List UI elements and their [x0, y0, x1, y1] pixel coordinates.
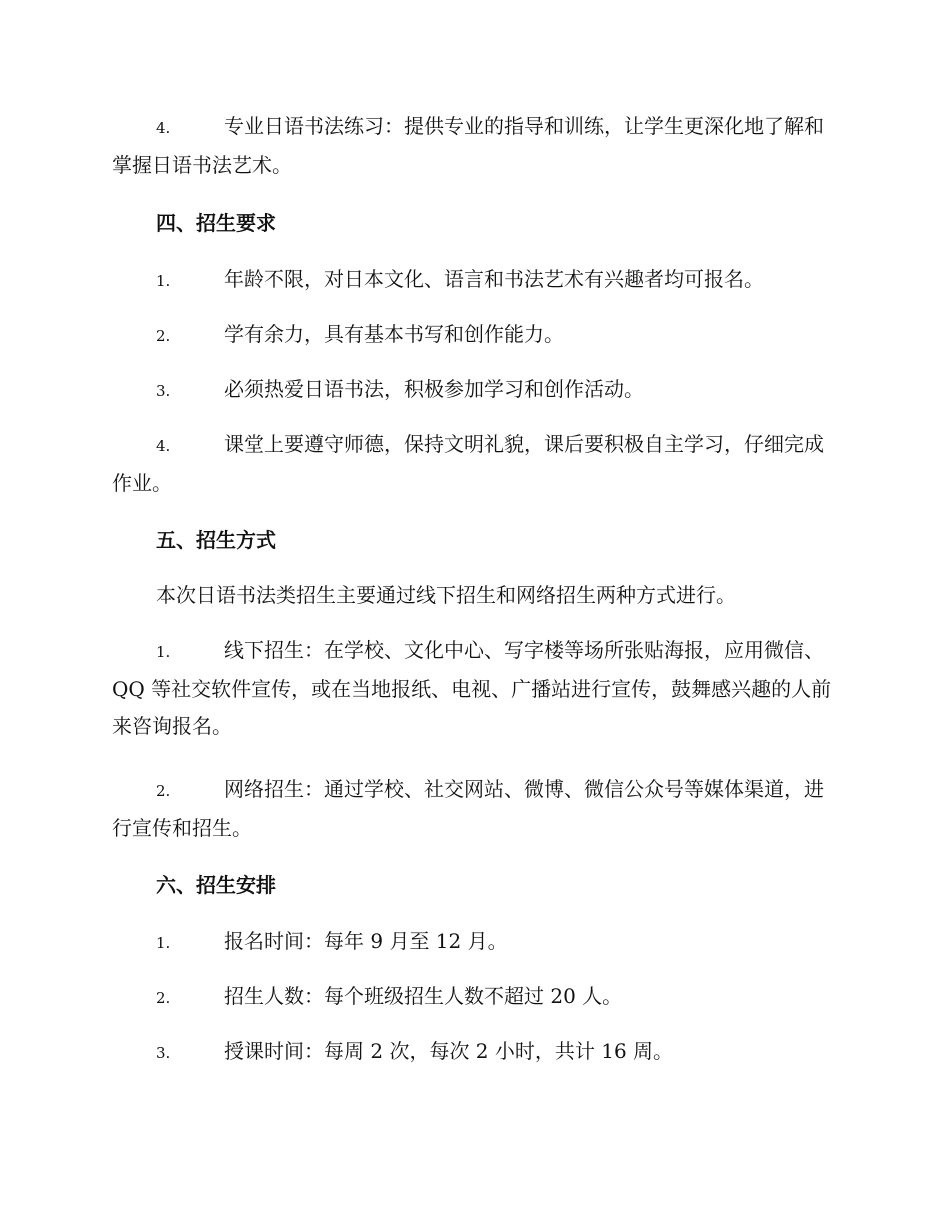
- list-number: 3.: [156, 1044, 171, 1062]
- list-text: 学有余力，具有基本书写和创作能力。: [224, 322, 564, 346]
- list-item: [112, 371, 834, 410]
- list-text: 专业日语书法练习：提供专业的指导和训练，让学生更深化地了解和掌握日语书法艺术。: [112, 114, 824, 177]
- list-text: 授课时间：每周 2 次，每次 2 小时，共计 16 周。: [224, 1039, 674, 1063]
- list-number: 2.: [156, 327, 171, 345]
- list-text: 网络招生：通过学校、社交网站、微博、微信公众号等媒体渠道，进行宣传和招生。: [112, 777, 824, 840]
- list-number: 3.: [156, 382, 171, 400]
- list-text: 报名时间：每年 9 月至 12 月。: [224, 929, 508, 953]
- list-item: [112, 108, 834, 184]
- list-number: 2.: [156, 782, 171, 800]
- list-text: 线下招生：在学校、文化中心、写字楼等场所张贴海报，应用微信、QQ 等社交软件宣传，或在当地报纸、电视、广播站进行宣传，鼓舞感兴趣的人前来咨询报名。: [112, 638, 832, 738]
- list-item: [112, 978, 834, 1017]
- list-item: [112, 261, 834, 300]
- list-item: [112, 316, 834, 355]
- section-heading-methods: 五、招生方式: [156, 528, 276, 552]
- list-item: [112, 923, 834, 962]
- list-number: 1.: [156, 272, 171, 290]
- intro-paragraph: 本次日语书法类招生主要通过线下招生和网络招生两种方式进行。: [156, 583, 736, 607]
- list-text: 年龄不限，对日本文化、语言和书法艺术有兴趣者均可报名。: [224, 267, 764, 291]
- list-item: [112, 426, 834, 502]
- list-text: 课堂上要遵守师德，保持文明礼貌，课后要积极自主学习，仔细完成作业。: [112, 432, 824, 495]
- list-number: 1.: [156, 934, 171, 952]
- list-number: 2.: [156, 989, 171, 1007]
- list-text: 必须热爱日语书法，积极参加学习和创作活动。: [224, 377, 644, 401]
- list-item: [112, 771, 834, 847]
- section-heading-requirements: 四、招生要求: [156, 211, 276, 235]
- list-number: 4.: [156, 437, 171, 455]
- list-item: [112, 1033, 834, 1072]
- list-item: [112, 632, 834, 745]
- list-number: 1.: [156, 643, 171, 661]
- list-number: 4.: [156, 119, 171, 137]
- section-heading-arrangement: 六、招生安排: [156, 873, 276, 897]
- list-text: 招生人数：每个班级招生人数不超过 20 人。: [224, 984, 623, 1008]
